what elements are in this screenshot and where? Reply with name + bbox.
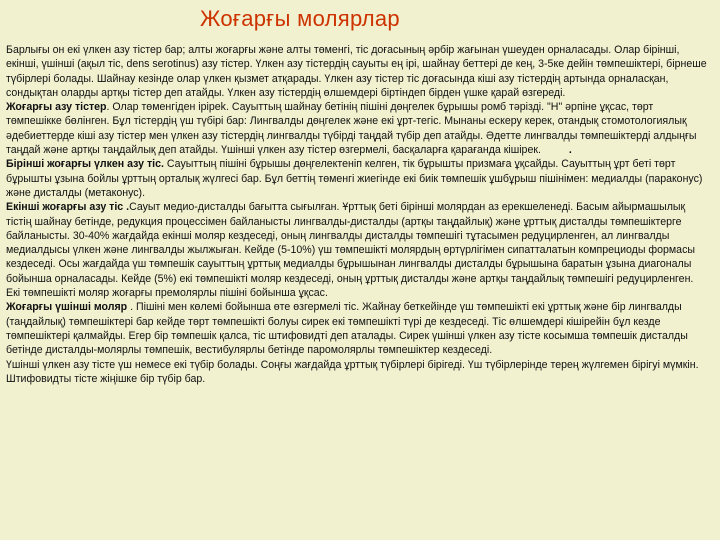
upper-molars-text: . Олар төменгіден іріреk. Сауыттың шайнау бетінің пішіні дөңгелек бұрышы ромб тәрізді. "Н" әрпіне ұқсас, төрт төмпешікке бөлінген. Бұл тістердің үш түбірі бар: Лингвалды дөңгелек және екі ұрт-тегіс. Мынаны ескеру керек, отандық стомотологиялық әдебиеттерде кіші азу тістер мен үлкен азу тістердің лингвалды түбірді таңдай түбір деп атайды. Әдетте лингвалды төмпешіктерді алдыңғы таңдай және артқы таңдайлық деп атайды. Үшінші үлкен азу тістер өзгермелі, басқаларға қарағанда кішірек. bbox=[6, 101, 697, 157]
stray-dot: . bbox=[568, 144, 572, 157]
third-molar-heading: Жоғарғы үшінші моляр bbox=[6, 301, 128, 314]
upper-molars-heading: Жоғарғы азу тістер bbox=[6, 101, 107, 114]
third-molar-text: . Пішіні мен көлемі бойынша өте өзгермелі тіс. Жайнау беткейінде үш төмпешікті екі ұрттық және бір лингвалды (таңдайлық) төмпешіктері бар кейде төрт төмпешікті болуы сирек екі төмпешікті түрі де кездеседі. Тіс өлшемдері кішірейін бұл кезде төмпешіктері қалмайды. Егер бір төмпешік қалса, тіс штифовидті деп аталады. Сирек үшінші үлкен азу тісте косымша төмпешік дисталды бетінде дисталды-молярлы төмпешік, вестибулярлы бетінде паромолярлы төмпешіктер кездеседі. bbox=[6, 301, 688, 357]
paragraph-upper-molars bbox=[6, 100, 710, 157]
slide-title: Жоғарғы молярлар bbox=[200, 6, 400, 31]
second-molar-text: Сауыт медио-дисталды бағытта сығылған. Ұрттық беті бірінші молярдан аз ерекшеленеді. Басым айырмашылық тістің шайнау бетінде, редукция процессімен байланысты лингвалды-дисталды (артқы таңдайлық) және ұрттық дисталды төмпешіктерге байланысты. 30-40% жағдайда екінші моляр кездеседі, оның лингвалды дисталды төмпешігі тұтасымен редуцирленген, ал лингвалды медиалдысы үлкен және лингвалды жылжыған. Кейде (5-10%) үш төмпешікті молярдың өртүрлігімен сипатталатын компрециоды формасы кездеседі. Осы жағдайда үш төмпешік сауыттың ұрттық медиалды бұрышынан лингвалды дисталды бұрышына баратын ұзына диагоналы бойынша орналасады. Кейде (5%) екі төмпешікті моляр кездеседі, оның ұрттық дисталды және артқы таңдайлық төмпешігі редуцирленген. Екі төмпешікті моляр жоғарғы премолярлы пішіні бойынша ұқсас. bbox=[6, 201, 695, 300]
paragraph-third-molar-roots bbox=[6, 358, 710, 387]
paragraph-third-molar bbox=[6, 300, 710, 357]
first-molar-text: Сауыттың пішіні бұрышы дөңгелектеніп келген, тік бұрышты призмаға ұқсайды. Сауыттың ұрт беті төрт бұрышты ұзына бойлы ұрттың орталық жүлгесі бар. Бұл беттің төменгі жиегінде екі биік төмпешік ұшбұрыш пішінімен: медиалды (паракoнус) және дисталды (метаконус). bbox=[6, 158, 703, 199]
third-molar-roots-text: Үшінші үлкен азу тісте үш немесе екі түбір болады. Соңғы жағдайда ұрттық түбірлері бірігеді. Үш түбірлерінде терең жүлгемен бірігуі мүмкін. Штифовидты тісте жіңішке бір түбір бар. bbox=[6, 358, 699, 385]
paragraph-first-molar bbox=[6, 157, 710, 200]
first-molar-heading: Бірінші жоғарғы үлкен азу тіс. bbox=[6, 158, 164, 171]
paragraph-intro bbox=[6, 43, 710, 100]
second-molar-heading: Екінші жоғарғы азу тіс . bbox=[6, 201, 130, 214]
intro-text: Барлығы он екі үлкен азу тістер бар; алты жоғарғы және алты төменгі, тіс доғасының әрбір жағынан үшеуден орналасады. Олар бірінші, екінші, үшінші (ақыл тіс, dens serotinus) азу тістер. Үлкен азу тістердің сауыты ең ірі, шайнау беттері де кең, 3-5ке дейін төмпешіктері, бірнеше түбірлері болады. Шайнау кезінде олар үлкен қызмет атқарады. Үлкен азу тістер тіс доғасында кіші азу тістердің артында орналасқан, сондықтан оларды артқы тістер деп атайды. Үлкен азу тістердің өлшемдері біртіндеп бірден үшке қарай өзгереді. bbox=[6, 44, 707, 99]
body-text bbox=[6, 43, 710, 386]
paragraph-second-molar bbox=[6, 200, 710, 300]
